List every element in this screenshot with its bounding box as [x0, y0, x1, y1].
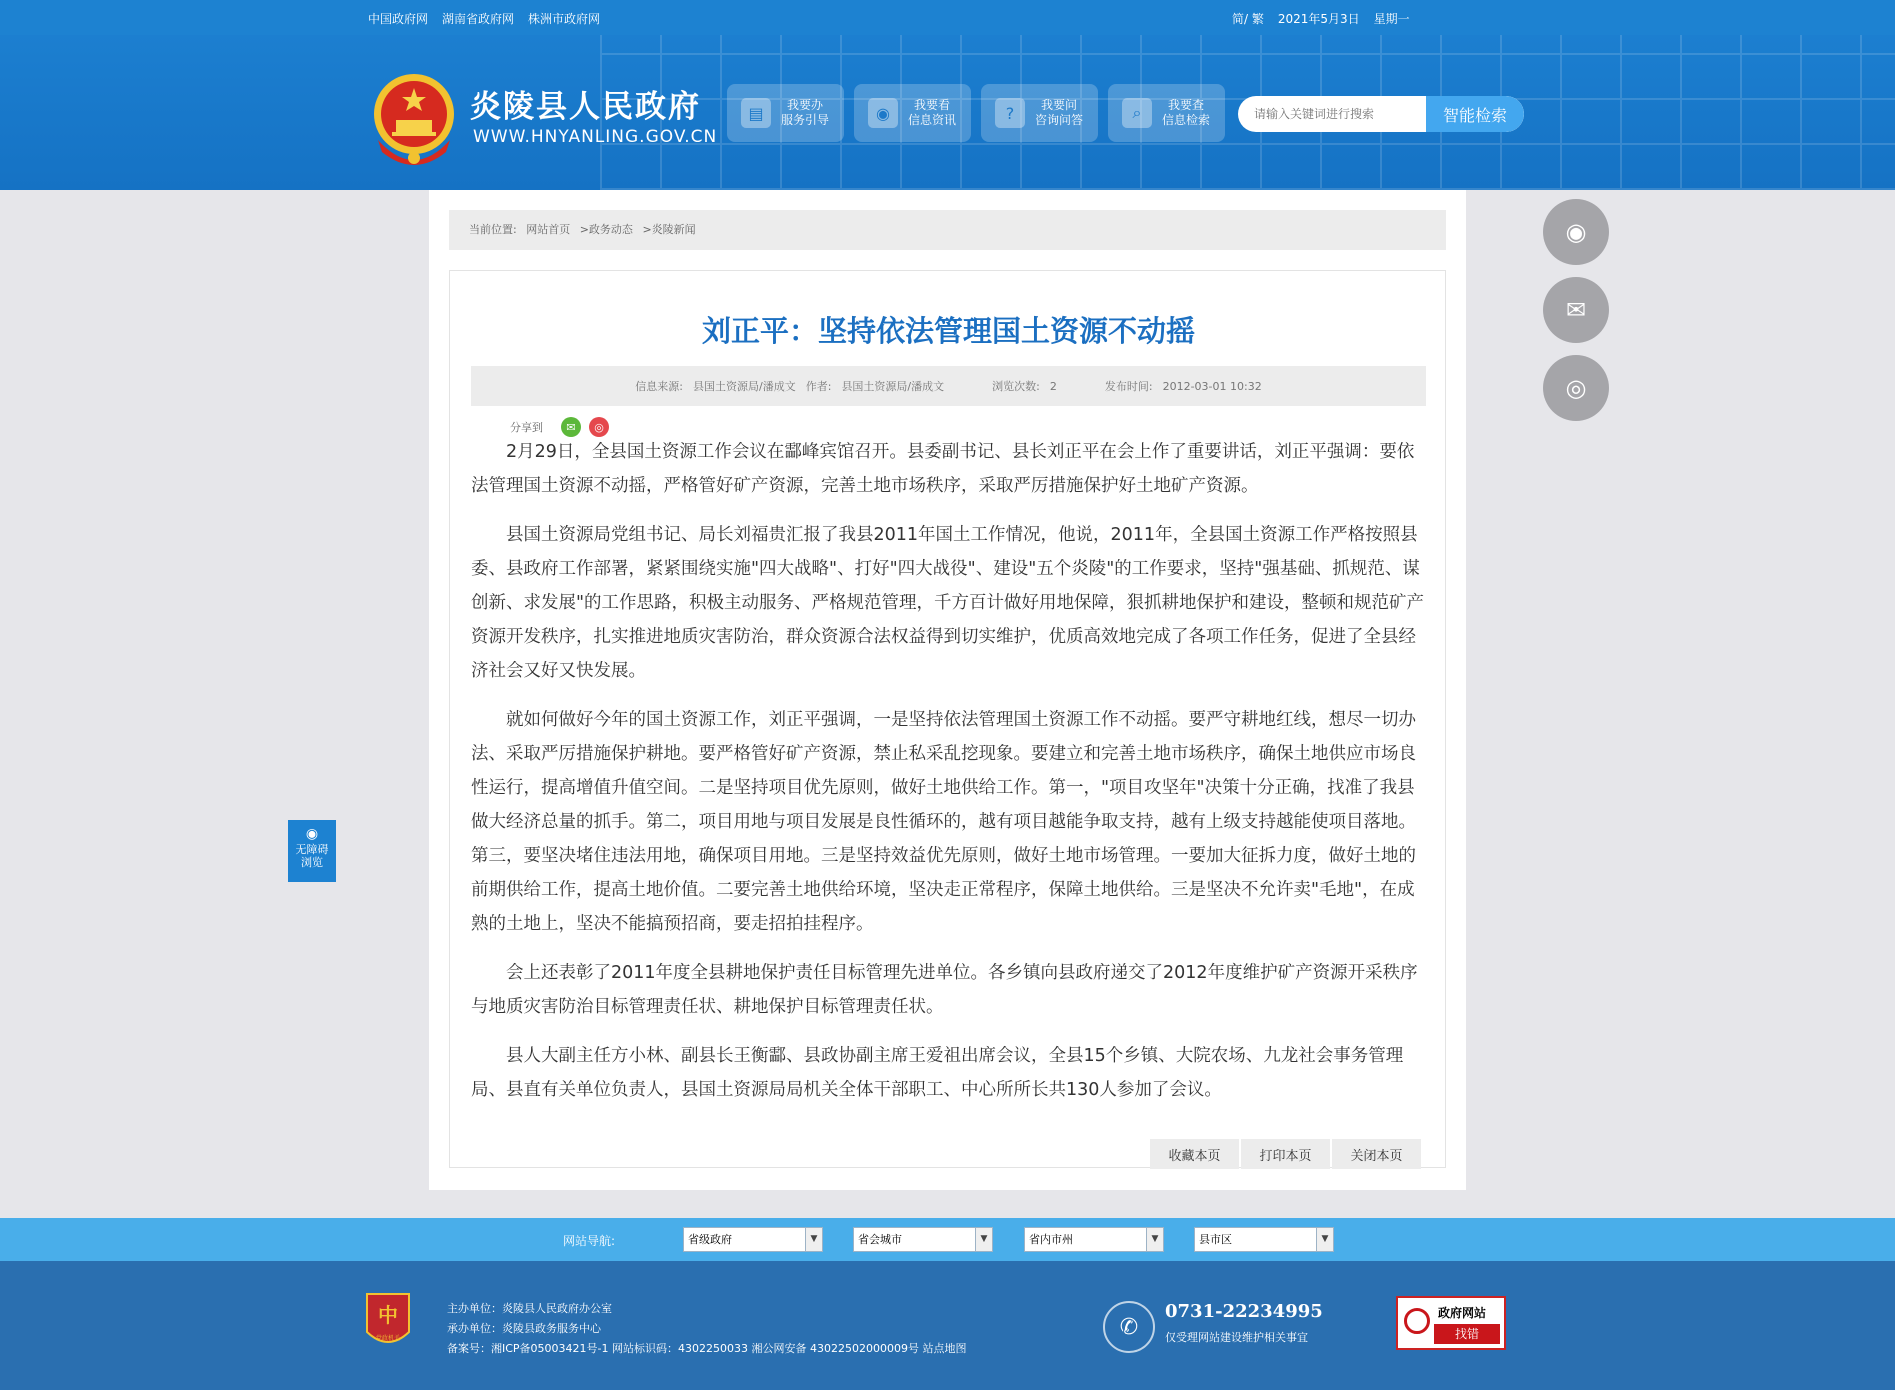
link-hunan-gov[interactable]: 湖南省政府网: [442, 12, 515, 26]
select-capital-cities[interactable]: [853, 1227, 993, 1252]
article-paragraph: 2月29日，全县国土资源工作会议在酃峰宾馆召开。县委副书记、县长刘正平在会上作了重要讲话，刘正平强调：要依法管理国土资源不动摇，严格管好矿产资源，完善土地市场秩序，采取严厉措施保护好土地矿产资源。: [471, 442, 1415, 496]
article-meta: [471, 366, 1426, 406]
chevron-down-icon: ▼: [975, 1228, 992, 1251]
footer-info: [447, 1299, 966, 1359]
eye-icon: ◉: [868, 98, 898, 128]
meta-views: 2: [1049, 379, 1057, 393]
service-ask-line2: 咨询问答: [1035, 113, 1084, 127]
article-body: [471, 435, 1426, 1122]
service-view-button[interactable]: [854, 84, 971, 142]
print-page-button[interactable]: 打印本页: [1241, 1139, 1330, 1169]
select-value: 省内市州: [1029, 1233, 1073, 1246]
site-name[interactable]: 炎陵县人民政府: [470, 89, 701, 125]
report-line1: 政府网站: [1438, 1306, 1487, 1320]
search-input[interactable]: [1238, 96, 1426, 132]
accessibility-line2: 浏览: [301, 856, 323, 869]
accessibility-eye-icon: ◉: [305, 826, 319, 842]
accessibility-button[interactable]: [288, 820, 336, 882]
select-counties[interactable]: [1194, 1227, 1334, 1252]
bookmark-page-button[interactable]: 收藏本页: [1150, 1139, 1239, 1169]
top-links: [368, 10, 600, 27]
select-value: 省级政府: [688, 1233, 732, 1246]
meta-date: 2012-03-01 10:32: [1162, 379, 1262, 393]
link-zhuzhou-gov[interactable]: 株洲市政府网: [528, 12, 601, 26]
footer-undertaker: 承办单位：炎陵县政务服务中心: [447, 1322, 601, 1335]
current-weekday: 星期一: [1373, 12, 1410, 26]
close-page-button[interactable]: 关闭本页: [1332, 1139, 1421, 1169]
select-value: 县市区: [1199, 1233, 1232, 1246]
chevron-down-icon: ▼: [1146, 1228, 1163, 1251]
meta-source: 县国土资源局/潘成文: [693, 380, 796, 393]
breadcrumb-label: 当前位置:: [469, 223, 517, 236]
select-provincial-cities[interactable]: [1024, 1227, 1164, 1252]
footer-host: 主办单位：炎陵县人民政府办公室: [447, 1302, 612, 1315]
select-value: 省会城市: [858, 1233, 902, 1246]
site-nav-bar: [0, 1218, 1895, 1261]
float-wechat-icon[interactable]: ✉: [1543, 277, 1609, 343]
main-content: [429, 190, 1466, 1190]
breadcrumb-yanling-news[interactable]: >炎陵新闻: [642, 223, 696, 236]
accessibility-line1: 无障碍: [295, 843, 329, 856]
service-search-button[interactable]: [1108, 84, 1225, 142]
article: [449, 270, 1446, 1168]
site-header: [0, 35, 1895, 190]
service-view-line2: 信息资讯: [908, 113, 957, 127]
breadcrumb: [449, 210, 1446, 250]
magnifier-icon: [1404, 1308, 1430, 1334]
chevron-down-icon: ▼: [1316, 1228, 1333, 1251]
meta-source-label: 信息来源:: [635, 380, 683, 393]
meta-author: 县国土资源局/潘成文: [841, 380, 945, 393]
national-emblem-icon: [368, 70, 460, 170]
site-nav-label: 网站导航:: [563, 1234, 616, 1248]
breadcrumb-home[interactable]: 网站首页: [526, 223, 571, 236]
service-do-button[interactable]: [727, 84, 844, 142]
float-weibo-icon[interactable]: ◎: [1543, 355, 1609, 421]
document-icon: ▤: [741, 98, 771, 128]
select-provincial-gov[interactable]: [683, 1227, 823, 1252]
article-paragraph: 县人大副主任方小林、副县长王衡酃、县政协副主席王爱祖出席会议，全县15个乡镇、大院农场、九龙社会事务管理局、县直有关单位负责人，县国土资源局局机关全体干部职工、中心所所长共130人参加了会议。: [471, 1046, 1404, 1100]
service-view-line1: 我要看: [914, 98, 951, 112]
breadcrumb-gov-affairs[interactable]: >政务动态: [579, 223, 633, 236]
float-eye-icon[interactable]: ◉: [1543, 199, 1609, 265]
service-search-line1: 我要查: [1168, 98, 1205, 112]
footer-phone: 0731-22234995: [1165, 1301, 1323, 1322]
phone-icon: ✆: [1103, 1301, 1155, 1353]
site-footer: [0, 1261, 1895, 1390]
article-paragraph: 县国土资源局党组书记、局长刘福贵汇报了我县2011年国土工作情况，他说，2011年，全县国土资源工作严格按照县委、县政府工作部署，紧紧围绕实施"四大战略"、打好"四大战役"、建设"五个炎陵"的工作要求，坚持"强基础、抓规范、谋创新、求发展"的工作思路，积极主动服务、严格规范管理，千方百计做好用地保障，狠抓耕地保护和建设，整顿和规范矿产资源开发秩序，扎实推进地质灾害防治，群众资源合法权益得到切实维护，优质高效地完成了各项工作任务，促进了全县经济社会又好又快发展。: [471, 525, 1425, 681]
service-ask-button[interactable]: [981, 84, 1098, 142]
site-domain: WWW.HNYANLING.GOV.CN: [473, 127, 718, 147]
weibo-share-icon[interactable]: ◎: [589, 417, 609, 437]
article-actions: [1150, 1139, 1421, 1169]
top-right: [1232, 10, 1410, 27]
service-do-line2: 服务引导: [781, 113, 830, 127]
article-title: 刘正平：坚持依法管理国土资源不动摇: [701, 314, 1195, 348]
service-search-line2: 信息检索: [1162, 113, 1211, 127]
footer-record[interactable]: 备案号：湘ICP备05003421号-1 网站标识码：4302250033 湘公网安备 43022502000009号 站点地图: [447, 1342, 967, 1355]
search-button[interactable]: 智能检索: [1426, 96, 1524, 132]
article-paragraph: 会上还表彰了2011年度全县耕地保护责任目标管理先进单位。各乡镇向县政府递交了2012年度维护矿产资源开采秩序与地质灾害防治目标管理责任状、耕地保护目标管理责任状。: [471, 963, 1418, 1017]
share-label: 分享到: [510, 421, 543, 434]
service-do-line1: 我要办: [787, 98, 824, 112]
report-line2: 找错: [1434, 1324, 1500, 1344]
footer-phone-note: 仅受理网站建设维护相关事宜: [1165, 1331, 1308, 1344]
share-bar: [510, 417, 609, 437]
top-bar: [0, 0, 1895, 35]
meta-author-label: 作者:: [805, 380, 832, 393]
current-date: 2021年5月3日: [1277, 12, 1360, 26]
search-box: [1238, 96, 1524, 132]
report-error-button[interactable]: [1396, 1296, 1506, 1350]
search-icon: ⌕: [1122, 98, 1152, 128]
article-paragraph: 就如何做好今年的国土资源工作，刘正平强调，一是坚持依法管理国土资源工作不动摇。要严守耕地红线，想尽一切办法、采取严厉措施保护耕地。要严格管好矿产资源，禁止私采乱挖现象。要建立和完善土地市场秩序，确保土地供应市场良性运行，提高增值升值空间。二是坚持项目优先原则，做好土地供给工作。第一，"项目攻坚年"决策十分正确，找准了我县做大经济总量的抓手。第二，项目用地与项目发展是良性循环的，越有项目越能争取支持，越有上级支持越能使项目落地。第三，要坚决堵住违法用地，确保项目用地。三是坚持效益优先原则，做好土地市场管理。一要加大征拆力度，做好土地的前期供给工作，提高土地价值。二要完善土地供给环境，坚决走正常程序，保障土地供给。三是坚决不允许卖"毛地"，在成熟的土地上，坚决不能搞预招商，要走招拍挂程序。: [471, 710, 1416, 934]
service-ask-line1: 我要问: [1041, 98, 1078, 112]
meta-views-label: 浏览次数:: [992, 380, 1040, 393]
lang-switch[interactable]: 简/ 繁: [1232, 12, 1264, 26]
wechat-share-icon[interactable]: ✉: [561, 417, 581, 437]
meta-date-label: 发布时间:: [1104, 380, 1153, 393]
question-icon: ?: [995, 98, 1025, 128]
svg-text:党政机关: 党政机关: [375, 1335, 401, 1342]
link-central-gov[interactable]: 中国政府网: [368, 12, 429, 26]
chevron-down-icon: ▼: [805, 1228, 822, 1251]
party-gov-badge-icon[interactable]: [363, 1290, 413, 1352]
svg-text:中: 中: [378, 1303, 398, 1327]
